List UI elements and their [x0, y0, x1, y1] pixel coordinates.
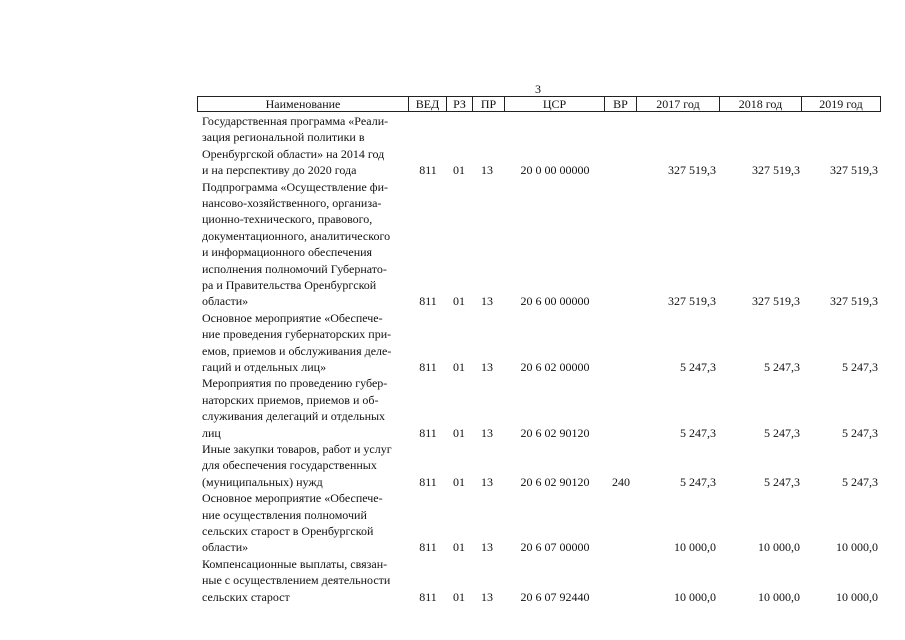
- row-name-line: документационного, аналитического: [202, 228, 391, 243]
- cell-ved: 811: [419, 425, 437, 440]
- cell-y2017: 10 000,0: [674, 540, 716, 555]
- row-name-line: сельских старост: [202, 589, 290, 604]
- row-name: [202, 441, 408, 490]
- cell-y2018: 5 247,3: [764, 360, 800, 374]
- cell-rz: 01: [453, 163, 465, 178]
- cell-y2019: 327 519,3: [830, 163, 878, 178]
- row-name: [202, 375, 408, 441]
- row-name-line: ние осуществления полномочий: [202, 507, 367, 522]
- header-rz: РЗ: [446, 97, 472, 111]
- cell-pr: 13: [481, 425, 493, 440]
- header-name: Наименование: [265, 97, 341, 111]
- row-name: [202, 113, 408, 179]
- row-name: [202, 179, 408, 310]
- cell-y2017: 10 000,0: [674, 589, 716, 604]
- cell-pr: 13: [481, 294, 493, 309]
- cell-csr: 20 6 02 90120: [520, 474, 590, 489]
- cell-pr: 13: [481, 474, 493, 489]
- row-name: [202, 556, 408, 605]
- row-name-line: служивания делегаций и отдельных: [202, 409, 386, 424]
- cell-csr: 20 6 02 90120: [520, 425, 590, 440]
- cell-pr: 13: [481, 589, 493, 604]
- row-name-line: исполнения полномочий Губернато-: [202, 261, 387, 276]
- row-name-line: Мероприятия по проведению губер-: [202, 376, 388, 391]
- row-name-line: ные с осуществлением деятельности: [202, 573, 391, 588]
- header-csr: ЦСР: [504, 97, 604, 111]
- row-name-line: ционно-технического, правового,: [202, 212, 373, 227]
- cell-y2017: 327 519,3: [668, 294, 716, 309]
- row-name-line: (муниципальных) нужд: [202, 474, 323, 489]
- cell-ved: 811: [419, 474, 437, 489]
- cell-ved: 811: [419, 360, 437, 374]
- header-2017: 2017 год: [636, 97, 719, 111]
- row-name-line: для обеспечения государственных: [202, 458, 377, 473]
- cell-pr: 13: [481, 540, 493, 555]
- header-2018: 2018 год: [719, 97, 801, 111]
- cell-y2018: 10 000,0: [758, 589, 800, 604]
- row-name-line: лиц: [202, 425, 221, 440]
- cell-rz: 01: [453, 425, 465, 440]
- cell-y2018: 5 247,3: [764, 474, 800, 489]
- row-name-line: Компенсационные выплаты, связан-: [202, 556, 388, 571]
- cell-y2019: 5 247,3: [842, 360, 878, 374]
- header-pr: ПР: [472, 97, 504, 111]
- row-name-line: ние проведения губернаторских при-: [202, 327, 392, 342]
- cell-y2019: 5 247,3: [842, 474, 878, 489]
- cell-pr: 13: [481, 360, 493, 374]
- cell-pr: 13: [481, 163, 493, 178]
- row-name-line: гаций и отдельных лиц»: [202, 360, 327, 375]
- cell-y2017: 327 519,3: [668, 163, 716, 178]
- row-name-line: и информационного обеспечения: [202, 245, 373, 260]
- page-number: 3: [535, 82, 541, 96]
- cell-rz: 01: [453, 474, 465, 489]
- cell-y2019: 10 000,0: [836, 589, 878, 604]
- row-name-line: Основное мероприятие «Обеспече-: [202, 310, 383, 325]
- cell-ved: 811: [419, 163, 437, 178]
- cell-y2017: 5 247,3: [680, 425, 716, 440]
- row-name-line: Государственная программа «Реали-: [202, 114, 389, 128]
- cell-y2018: 327 519,3: [752, 163, 800, 178]
- cell-vr: 240: [612, 474, 630, 489]
- row-name: [202, 310, 408, 376]
- cell-y2019: 327 519,3: [830, 294, 878, 309]
- row-name-line: нансово-хозяйственного, организа-: [202, 196, 382, 210]
- cell-y2017: 5 247,3: [680, 360, 716, 374]
- cell-y2019: 10 000,0: [836, 540, 878, 555]
- row-name-line: сельских старост в Оренбургской: [202, 524, 374, 538]
- cell-y2019: 5 247,3: [842, 425, 878, 440]
- cell-csr: 20 6 00 00000: [520, 294, 590, 309]
- cell-y2018: 327 519,3: [752, 294, 800, 309]
- cell-ved: 811: [419, 540, 437, 555]
- row-name-line: Оренбургской области» на 2014 год: [202, 146, 385, 161]
- row-name-line: Подпрограмма «Осуществление фи-: [202, 179, 388, 194]
- cell-ved: 811: [419, 294, 437, 309]
- cell-csr: 20 0 00 00000: [520, 163, 590, 178]
- cell-rz: 01: [453, 294, 465, 309]
- cell-y2018: 10 000,0: [758, 540, 800, 555]
- row-name-line: и на перспективу до 2020 года: [202, 163, 357, 178]
- row-name-line: ра и Правительства Оренбургской: [202, 278, 377, 293]
- cell-y2017: 5 247,3: [680, 474, 716, 489]
- cell-csr: 20 6 07 92440: [520, 589, 590, 604]
- row-name: [202, 490, 408, 556]
- table-header: [197, 96, 881, 112]
- header-vr: ВР: [604, 97, 636, 111]
- row-name-line: наторских приемов, приемов и об-: [202, 392, 379, 407]
- cell-ved: 811: [419, 589, 437, 604]
- cell-rz: 01: [453, 589, 465, 604]
- cell-rz: 01: [453, 540, 465, 555]
- header-2019: 2019 год: [801, 97, 880, 111]
- cell-y2018: 5 247,3: [764, 425, 800, 440]
- header-ved: ВЕД: [408, 97, 446, 111]
- row-name-line: области»: [202, 294, 249, 309]
- row-name-line: Основное мероприятие «Обеспече-: [202, 491, 383, 506]
- row-name-line: емов, приемов и обслуживания деле-: [202, 343, 392, 358]
- cell-csr: 20 6 02 00000: [520, 360, 590, 374]
- row-name-line: Иные закупки товаров, работ и услуг: [202, 442, 392, 456]
- cell-rz: 01: [453, 360, 465, 374]
- cell-csr: 20 6 07 00000: [520, 540, 590, 555]
- row-name-line: области»: [202, 540, 249, 555]
- row-name-line: зация региональной политики в: [202, 130, 365, 145]
